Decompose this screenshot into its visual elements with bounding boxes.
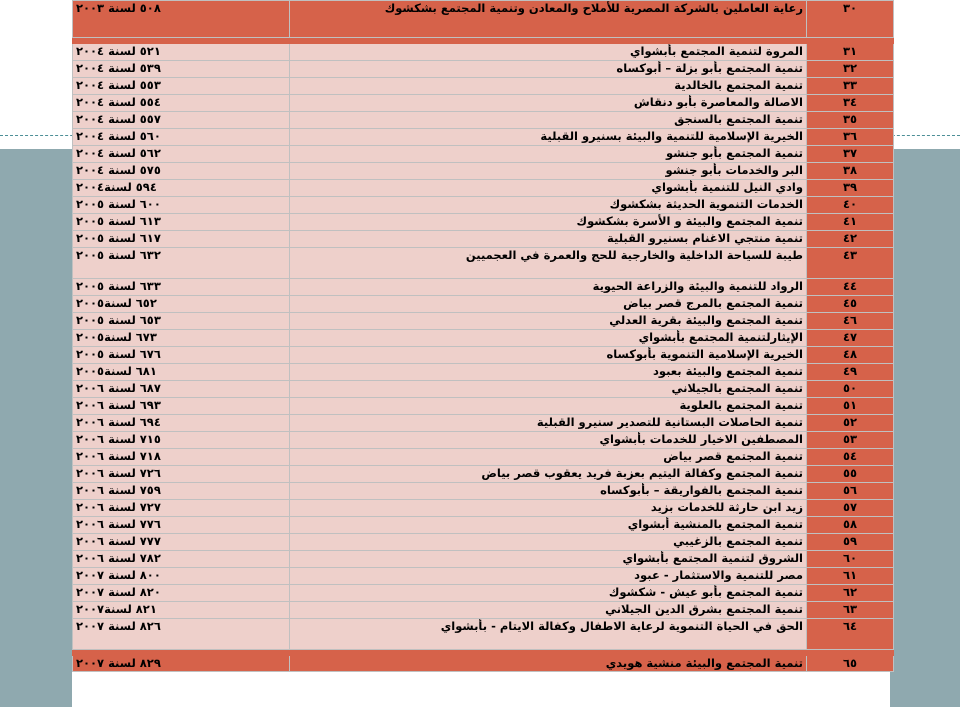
association-name: مصر للتنمية والاستثمار - عبود — [290, 568, 807, 585]
registration-number: ٦٥٢ لسنة٢٠٠٥ — [73, 296, 290, 313]
table-row — [73, 585, 894, 602]
table-row — [73, 602, 894, 619]
association-name: تنمية المجتمع والبيئة و الأسرة بشكشوك — [290, 214, 807, 231]
row-number: ٥٤ — [807, 449, 894, 466]
table-body — [73, 1, 894, 672]
registration-number: ٦٠٠ لسنة ٢٠٠٥ — [73, 197, 290, 214]
table-row — [73, 656, 894, 672]
row-number: ٥٣ — [807, 432, 894, 449]
association-name: تنمية الحاصلات البستانية للتصدير سنيرو القبلية — [290, 415, 807, 432]
association-name: تنمية المجتمع بالمرج قصر بياض — [290, 296, 807, 313]
association-name: تنمية المجتمع بالعلوية — [290, 398, 807, 415]
registration-number: ٧٥٩ لسنة ٢٠٠٦ — [73, 483, 290, 500]
row-number: ٣٧ — [807, 146, 894, 163]
row-number: ٣١ — [807, 44, 894, 61]
associations-table — [72, 0, 894, 672]
table-row — [73, 449, 894, 466]
registration-number: ٦٥٣ لسنة ٢٠٠٥ — [73, 313, 290, 330]
registration-number: ٧٧٧ لسنة ٢٠٠٦ — [73, 534, 290, 551]
row-number: ٦٠ — [807, 551, 894, 568]
association-name: الخيرية الإسلامية التنموية بأبوكساه — [290, 347, 807, 364]
row-number: ٣٦ — [807, 129, 894, 146]
table-row — [73, 500, 894, 517]
table-row — [73, 78, 894, 95]
table-row — [73, 330, 894, 347]
association-name: تنمية المجتمع بالمنشية أبشواي — [290, 517, 807, 534]
association-name: تنمية المجتمع بالسنجق — [290, 112, 807, 129]
row-number: ٦٤ — [807, 619, 894, 650]
association-name: الرواد للتنمية والبيئة والزراعة الحيوية — [290, 279, 807, 296]
table-row — [73, 197, 894, 214]
table-row — [73, 279, 894, 296]
table-row — [73, 466, 894, 483]
row-number: ٤٩ — [807, 364, 894, 381]
corner-square-left — [0, 673, 72, 699]
row-number: ٤٠ — [807, 197, 894, 214]
row-number: ٣٤ — [807, 95, 894, 112]
registration-number: ٦٧٦ لسنة ٢٠٠٥ — [73, 347, 290, 364]
registration-number: ٦١٧ لسنة ٢٠٠٥ — [73, 231, 290, 248]
registration-number: ٨٢٦ لسنة ٢٠٠٧ — [73, 619, 290, 650]
row-number: ٥٠ — [807, 381, 894, 398]
association-name: تنمية المجتمع والبيئة بقرية العدلي — [290, 313, 807, 330]
table-row — [73, 112, 894, 129]
association-name: الخيرية الإسلامية للتنمية والبيئة بسنيرو القبلية — [290, 129, 807, 146]
row-number: ٤٨ — [807, 347, 894, 364]
association-name: تنمية المجتمع بالخالدية — [290, 78, 807, 95]
association-name: المروة لتنمية المجتمع بأبشواي — [290, 44, 807, 61]
table-row — [73, 364, 894, 381]
association-name: طيبة للسياحة الداخلية والخارجية للحج والعمرة في العجميين — [290, 248, 807, 279]
registration-number: ٦٩٤ لسنة ٢٠٠٦ — [73, 415, 290, 432]
table-row — [73, 180, 894, 197]
table-row — [73, 214, 894, 231]
row-number: ٣٢ — [807, 61, 894, 78]
row-number: ٥٩ — [807, 534, 894, 551]
row-number: ٦٢ — [807, 585, 894, 602]
registration-number: ٦١٣ لسنة ٢٠٠٥ — [73, 214, 290, 231]
corner-square-right — [890, 673, 960, 699]
table-row — [73, 619, 894, 650]
row-number: ٥٧ — [807, 500, 894, 517]
registration-number: ٧٨٢ لسنة ٢٠٠٦ — [73, 551, 290, 568]
row-number: ٣٥ — [807, 112, 894, 129]
row-number: ٤٢ — [807, 231, 894, 248]
table-row — [73, 129, 894, 146]
table-row — [73, 44, 894, 61]
association-name: تنمية المجتمع بالزغيبي — [290, 534, 807, 551]
registration-number: ٧١٨ لسنة ٢٠٠٦ — [73, 449, 290, 466]
row-number: ٥٥ — [807, 466, 894, 483]
table-row — [73, 432, 894, 449]
association-name: رعاية العاملين بالشركة المصرية للأملاح والمعادن وتنمية المجتمع بشكشوك — [290, 1, 807, 38]
association-name: الشروق لتنمية المجتمع بأبشواي — [290, 551, 807, 568]
association-name: تنمية المجتمع بأبو جنشو — [290, 146, 807, 163]
registration-number: ٥٥٧ لسنة ٢٠٠٤ — [73, 112, 290, 129]
row-number: ٤١ — [807, 214, 894, 231]
table-row — [73, 146, 894, 163]
table-row — [73, 415, 894, 432]
association-name: المصطفين الاخيار للخدمات بأبشواي — [290, 432, 807, 449]
registration-number: ٨٢١ لسنة٢٠٠٧ — [73, 602, 290, 619]
association-name: تنمية المجتمع والبيئة منشية هويدي — [290, 656, 807, 672]
registration-number: ٥٧٥ لسنة ٢٠٠٤ — [73, 163, 290, 180]
association-name: تنمية المجتمع بشرق الدين الجيلاني — [290, 602, 807, 619]
table-row — [73, 381, 894, 398]
row-number: ٤٣ — [807, 248, 894, 279]
association-name: تنمية المجتمع بأبو بزلة – أبوكساه — [290, 61, 807, 78]
registration-number: ٥٦٠ لسنة ٢٠٠٤ — [73, 129, 290, 146]
association-name: الحق في الحياة التنموية لرعاية الاطفال وكفالة الايتام - بأبشواي — [290, 619, 807, 650]
registration-number: ٦٩٣ لسنة ٢٠٠٦ — [73, 398, 290, 415]
table-row — [73, 296, 894, 313]
row-number: ٥٦ — [807, 483, 894, 500]
table-row — [73, 517, 894, 534]
table-row — [73, 313, 894, 330]
association-name: تنمية المجتمع والبيئة بعبود — [290, 364, 807, 381]
association-name: تنمية المجتمع بالجيلاني — [290, 381, 807, 398]
row-number: ٥٨ — [807, 517, 894, 534]
table-row — [73, 1, 894, 38]
association-name: تنمية منتجي الاغنام بسنيرو القبلية — [290, 231, 807, 248]
row-number: ٤٦ — [807, 313, 894, 330]
row-number: ٤٥ — [807, 296, 894, 313]
association-name: البر والخدمات بأبو جنشو — [290, 163, 807, 180]
table-row — [73, 231, 894, 248]
registration-number: ٧٢٦ لسنة ٢٠٠٦ — [73, 466, 290, 483]
association-name: الإيثارلتنمية المجتمع بأبشواي — [290, 330, 807, 347]
table-row — [73, 398, 894, 415]
row-number: ٦٣ — [807, 602, 894, 619]
registration-number: ٦٧٣ لسنة٢٠٠٥ — [73, 330, 290, 347]
table-row — [73, 248, 894, 279]
registration-number: ٨٢٩ لسنة ٢٠٠٧ — [73, 656, 290, 672]
registration-number: ٦٣٢ لسنة ٢٠٠٥ — [73, 248, 290, 279]
table-row — [73, 95, 894, 112]
row-number: ٥٢ — [807, 415, 894, 432]
registration-number: ٨٠٠ لسنة ٢٠٠٧ — [73, 568, 290, 585]
row-number: ٣٨ — [807, 163, 894, 180]
row-number: ٣٠ — [807, 1, 894, 38]
table-row — [73, 551, 894, 568]
registration-number: ٥٦٢ لسنة ٢٠٠٤ — [73, 146, 290, 163]
registration-number: ٥٣٩ لسنة ٢٠٠٤ — [73, 61, 290, 78]
table-row — [73, 534, 894, 551]
registration-number: ٦٨٧ لسنة ٢٠٠٦ — [73, 381, 290, 398]
row-number: ٥١ — [807, 398, 894, 415]
registration-number: ٥٩٤ لسنة٢٠٠٤ — [73, 180, 290, 197]
registration-number: ٥٠٨ لسنة ٢٠٠٣ — [73, 1, 290, 38]
association-name: تنمية المجتمع وكفالة اليتيم بعزبة فريد يعقوب قصر بياض — [290, 466, 807, 483]
table-row — [73, 568, 894, 585]
registration-number: ٥٢١ لسنة ٢٠٠٤ — [73, 44, 290, 61]
row-number: ٤٤ — [807, 279, 894, 296]
table-row — [73, 347, 894, 364]
association-name: تنمية المجتمع بالفواريقة – بأبوكساه — [290, 483, 807, 500]
registration-number: ٥٥٣ لسنة ٢٠٠٤ — [73, 78, 290, 95]
registration-number: ٥٥٤ لسنة ٢٠٠٤ — [73, 95, 290, 112]
registration-number: ٨٢٠ لسنة ٢٠٠٧ — [73, 585, 290, 602]
registration-number: ٦٣٣ لسنة ٢٠٠٥ — [73, 279, 290, 296]
row-number: ٣٩ — [807, 180, 894, 197]
table-row — [73, 163, 894, 180]
row-number: ٤٧ — [807, 330, 894, 347]
table-row — [73, 483, 894, 500]
registration-number: ٦٨١ لسنة٢٠٠٥ — [73, 364, 290, 381]
association-name: وادي النيل للتنمية بأبشواي — [290, 180, 807, 197]
registration-number: ٧٢٧ لسنة ٢٠٠٦ — [73, 500, 290, 517]
row-number: ٦٥ — [807, 656, 894, 672]
row-number: ٦١ — [807, 568, 894, 585]
association-name: تنمية المجتمع بأبو عيش - شكشوك — [290, 585, 807, 602]
row-number: ٣٣ — [807, 78, 894, 95]
association-name: الخدمات التنموية الحديثة بشكشوك — [290, 197, 807, 214]
table-row — [73, 61, 894, 78]
association-name: الاصالة والمعاصرة بأبو دنقاش — [290, 95, 807, 112]
registration-number: ٧١٥ لسنة ٢٠٠٦ — [73, 432, 290, 449]
association-name: زيد ابن حارثة للخدمات بزيد — [290, 500, 807, 517]
association-name: تنمية المجتمع قصر بياض — [290, 449, 807, 466]
registration-number: ٧٧٦ لسنة ٢٠٠٦ — [73, 517, 290, 534]
